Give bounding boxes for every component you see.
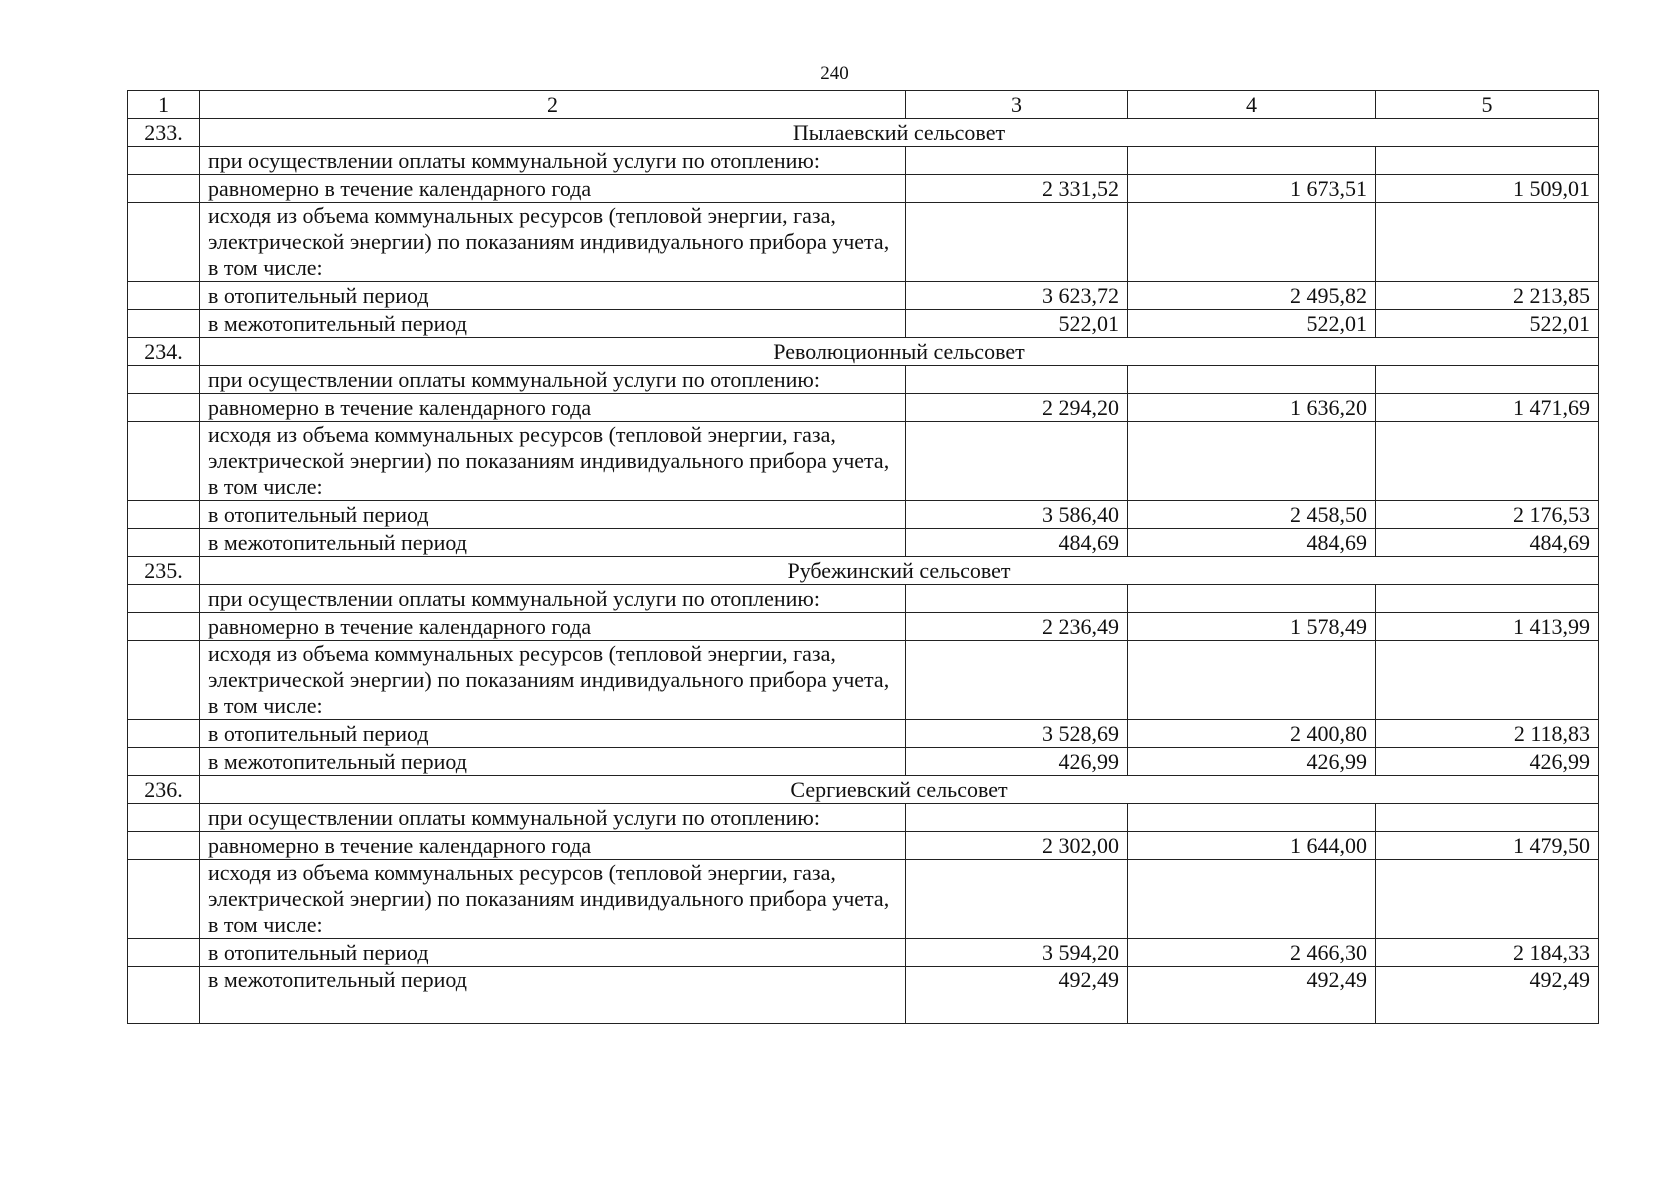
row-number-cell (128, 175, 200, 203)
table-row (128, 529, 1599, 557)
row-description: исходя из объема коммунальных ресурсов (тепловой энергии, газа, электрической энергии) по показаниям индивидуального прибора учета, в том числе: (200, 422, 906, 501)
table-row (128, 967, 1599, 1024)
header-cell-5: 5 (1376, 91, 1599, 119)
row-number-cell (128, 394, 200, 422)
row-description: равномерно в течение календарного года (200, 613, 906, 641)
value-col-4: 2 400,80 (1128, 720, 1376, 748)
row-number-cell (128, 613, 200, 641)
value-col-5: 522,01 (1376, 310, 1599, 338)
value-col-4: 2 495,82 (1128, 282, 1376, 310)
row-number-cell (128, 748, 200, 776)
row-description: исходя из объема коммунальных ресурсов (тепловой энергии, газа, электрической энергии) по показаниям индивидуального прибора учета, в том числе: (200, 203, 906, 282)
header-cell-3: 3 (906, 91, 1128, 119)
value-col-3: 2 236,49 (906, 613, 1128, 641)
value-col-5: 492,49 (1376, 967, 1599, 1024)
value-col-3: 3 623,72 (906, 282, 1128, 310)
table-row (128, 641, 1599, 720)
value-col-3: 492,49 (906, 967, 1128, 1024)
value-col-5 (1376, 860, 1599, 939)
value-col-5: 2 213,85 (1376, 282, 1599, 310)
row-description: при осуществлении оплаты коммунальной услуги по отоплению: (200, 804, 906, 832)
table-row (128, 147, 1599, 175)
value-col-4: 2 458,50 (1128, 501, 1376, 529)
value-col-3 (906, 860, 1128, 939)
row-number-cell (128, 501, 200, 529)
value-col-3: 3 594,20 (906, 939, 1128, 967)
value-col-4: 1 644,00 (1128, 832, 1376, 860)
header-cell-4: 4 (1128, 91, 1376, 119)
row-number-cell (128, 832, 200, 860)
table-row (128, 175, 1599, 203)
value-col-4: 1 636,20 (1128, 394, 1376, 422)
value-col-3: 3 586,40 (906, 501, 1128, 529)
value-col-5: 484,69 (1376, 529, 1599, 557)
value-col-4: 2 466,30 (1128, 939, 1376, 967)
section-title: Революционный сельсовет (200, 338, 1599, 366)
row-number-cell (128, 967, 200, 1024)
value-col-3: 2 331,52 (906, 175, 1128, 203)
row-description: в отопительный период (200, 282, 906, 310)
row-description: в отопительный период (200, 720, 906, 748)
page-number: 240 (820, 63, 849, 84)
value-col-3: 3 528,69 (906, 720, 1128, 748)
header-cell-1: 1 (128, 91, 200, 119)
value-col-5 (1376, 422, 1599, 501)
section-row (128, 338, 1599, 366)
table-row (128, 422, 1599, 501)
value-col-4 (1128, 860, 1376, 939)
value-col-3: 484,69 (906, 529, 1128, 557)
header-row (128, 91, 1599, 119)
row-description: исходя из объема коммунальных ресурсов (тепловой энергии, газа, электрической энергии) по показаниям индивидуального прибора учета, в том числе: (200, 641, 906, 720)
section-title: Сергиевский сельсовет (200, 776, 1599, 804)
value-col-4 (1128, 422, 1376, 501)
section-number: 234. (128, 338, 200, 366)
row-description: равномерно в течение календарного года (200, 175, 906, 203)
row-description: в межотопительный период (200, 529, 906, 557)
row-number-cell (128, 585, 200, 613)
section-number: 235. (128, 557, 200, 585)
row-description: при осуществлении оплаты коммунальной услуги по отоплению: (200, 147, 906, 175)
row-description: при осуществлении оплаты коммунальной услуги по отоплению: (200, 366, 906, 394)
table-row (128, 310, 1599, 338)
value-col-3: 2 294,20 (906, 394, 1128, 422)
value-col-3 (906, 147, 1128, 175)
value-col-4: 484,69 (1128, 529, 1376, 557)
row-description: в отопительный период (200, 501, 906, 529)
value-col-3 (906, 641, 1128, 720)
tariff-table (127, 90, 1599, 1024)
row-number-cell (128, 282, 200, 310)
value-col-4 (1128, 203, 1376, 282)
table-row (128, 939, 1599, 967)
value-col-5: 2 184,33 (1376, 939, 1599, 967)
section-row (128, 776, 1599, 804)
row-description: в межотопительный период (200, 967, 906, 1024)
value-col-5 (1376, 147, 1599, 175)
row-number-cell (128, 641, 200, 720)
value-col-5 (1376, 203, 1599, 282)
row-number-cell (128, 939, 200, 967)
row-description: равномерно в течение календарного года (200, 394, 906, 422)
table-row (128, 282, 1599, 310)
table-row (128, 748, 1599, 776)
value-col-5 (1376, 585, 1599, 613)
table-row (128, 366, 1599, 394)
row-description: в отопительный период (200, 939, 906, 967)
value-col-3 (906, 804, 1128, 832)
value-col-4: 492,49 (1128, 967, 1376, 1024)
row-number-cell (128, 804, 200, 832)
row-description: при осуществлении оплаты коммунальной услуги по отоплению: (200, 585, 906, 613)
value-col-5: 2 118,83 (1376, 720, 1599, 748)
value-col-4 (1128, 641, 1376, 720)
value-col-5: 2 176,53 (1376, 501, 1599, 529)
table-row (128, 501, 1599, 529)
value-col-5: 1 479,50 (1376, 832, 1599, 860)
value-col-4: 1 673,51 (1128, 175, 1376, 203)
table-row (128, 613, 1599, 641)
value-col-3 (906, 366, 1128, 394)
value-col-5 (1376, 366, 1599, 394)
section-number: 236. (128, 776, 200, 804)
table-row (128, 720, 1599, 748)
section-number: 233. (128, 119, 200, 147)
table-row (128, 394, 1599, 422)
value-col-5: 1 509,01 (1376, 175, 1599, 203)
row-number-cell (128, 720, 200, 748)
value-col-3: 522,01 (906, 310, 1128, 338)
value-col-3 (906, 585, 1128, 613)
value-col-4 (1128, 585, 1376, 613)
value-col-5 (1376, 804, 1599, 832)
section-title: Пылаевский сельсовет (200, 119, 1599, 147)
section-row (128, 119, 1599, 147)
value-col-5: 1 413,99 (1376, 613, 1599, 641)
row-description: равномерно в течение календарного года (200, 832, 906, 860)
value-col-3: 2 302,00 (906, 832, 1128, 860)
table-body (128, 91, 1599, 1024)
value-col-4 (1128, 804, 1376, 832)
value-col-3 (906, 203, 1128, 282)
section-row (128, 557, 1599, 585)
value-col-5 (1376, 641, 1599, 720)
row-number-cell (128, 366, 200, 394)
table-row (128, 860, 1599, 939)
value-col-5: 426,99 (1376, 748, 1599, 776)
value-col-3 (906, 422, 1128, 501)
table-row (128, 203, 1599, 282)
value-col-5: 1 471,69 (1376, 394, 1599, 422)
table-row (128, 585, 1599, 613)
value-col-4: 426,99 (1128, 748, 1376, 776)
row-number-cell (128, 422, 200, 501)
row-number-cell (128, 203, 200, 282)
row-description: исходя из объема коммунальных ресурсов (тепловой энергии, газа, электрической энергии) по показаниям индивидуального прибора учета, в том числе: (200, 860, 906, 939)
row-number-cell (128, 529, 200, 557)
value-col-4 (1128, 366, 1376, 394)
section-title: Рубежинский сельсовет (200, 557, 1599, 585)
value-col-4: 522,01 (1128, 310, 1376, 338)
value-col-4: 1 578,49 (1128, 613, 1376, 641)
row-number-cell (128, 860, 200, 939)
row-number-cell (128, 147, 200, 175)
row-description: в межотопительный период (200, 748, 906, 776)
value-col-3: 426,99 (906, 748, 1128, 776)
row-description: в межотопительный период (200, 310, 906, 338)
value-col-4 (1128, 147, 1376, 175)
row-number-cell (128, 310, 200, 338)
table-row (128, 804, 1599, 832)
table-row (128, 832, 1599, 860)
header-cell-2: 2 (200, 91, 906, 119)
